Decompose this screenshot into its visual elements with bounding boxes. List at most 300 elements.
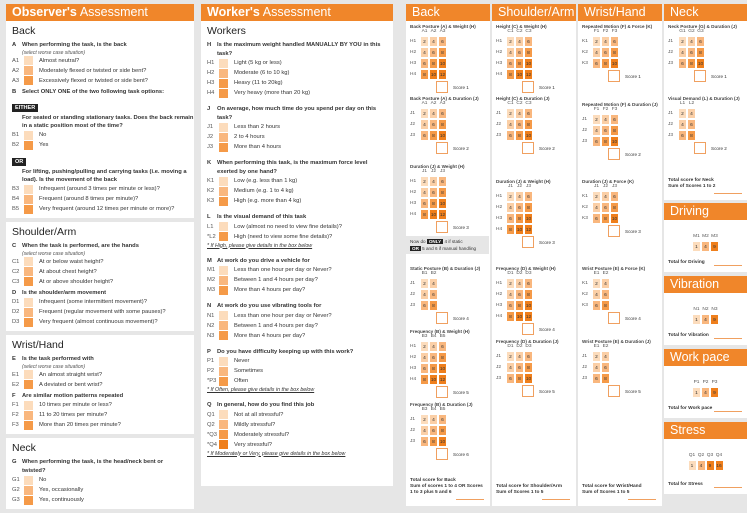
score-input-box[interactable]: [436, 312, 448, 324]
answer-option[interactable]: [6, 130, 194, 140]
matrix-cell[interactable]: 8: [515, 58, 524, 69]
option-checkbox[interactable]: [219, 331, 228, 340]
matrix-cell[interactable]: 8: [429, 300, 438, 311]
matrix-cell[interactable]: 4: [515, 191, 524, 202]
grid-cell[interactable]: 4: [701, 241, 710, 252]
matrix-cell[interactable]: 4: [515, 36, 524, 47]
matrix-cell[interactable]: 10: [429, 374, 438, 385]
matrix-cell[interactable]: 8: [601, 136, 610, 147]
matrix-cell[interactable]: 10: [515, 224, 524, 235]
answer-option[interactable]: [201, 440, 393, 450]
matrix-cell[interactable]: 6: [506, 373, 515, 384]
matrix-cell[interactable]: 6: [429, 47, 438, 58]
matrix-cell[interactable]: 8: [601, 213, 610, 224]
option-checkbox[interactable]: [219, 266, 228, 275]
option-checkbox[interactable]: [24, 257, 33, 266]
grid-cell[interactable]: 1: [692, 314, 701, 325]
matrix-cell[interactable]: 2: [592, 351, 601, 362]
matrix-cell[interactable]: 8: [420, 209, 429, 220]
option-checkbox[interactable]: [219, 276, 228, 285]
option-checkbox[interactable]: [24, 486, 33, 495]
option-checkbox[interactable]: [24, 318, 33, 327]
matrix-cell[interactable]: 2: [506, 351, 515, 362]
option-checkbox[interactable]: [219, 311, 228, 320]
option-checkbox[interactable]: [219, 177, 228, 186]
score-input-box[interactable]: [522, 323, 534, 335]
matrix-cell[interactable]: 4: [506, 119, 515, 130]
matrix-cell[interactable]: 6: [438, 36, 447, 47]
matrix-cell[interactable]: 2: [420, 108, 429, 119]
total-input-line[interactable]: [714, 484, 742, 488]
option-checkbox[interactable]: [24, 205, 33, 214]
answer-option[interactable]: [6, 257, 194, 267]
matrix-cell[interactable]: 12: [524, 311, 533, 322]
matrix-cell[interactable]: 6: [678, 130, 687, 141]
matrix-cell[interactable]: 6: [420, 58, 429, 69]
answer-option[interactable]: [201, 265, 393, 275]
matrix-cell[interactable]: 8: [515, 373, 524, 384]
grid-cell[interactable]: 4: [701, 387, 710, 398]
matrix-cell[interactable]: 10: [429, 209, 438, 220]
option-checkbox[interactable]: [219, 89, 228, 98]
matrix-cell[interactable]: 10: [524, 300, 533, 311]
matrix-cell[interactable]: 6: [429, 289, 438, 300]
answer-option[interactable]: [6, 267, 194, 277]
total-input-line[interactable]: [714, 335, 742, 339]
matrix-cell[interactable]: 2: [592, 114, 601, 125]
matrix-cell[interactable]: 12: [524, 224, 533, 235]
matrix-cell[interactable]: 12: [438, 69, 447, 80]
matrix-cell[interactable]: 6: [429, 187, 438, 198]
matrix-cell[interactable]: 6: [429, 352, 438, 363]
answer-option[interactable]: [6, 400, 194, 410]
matrix-cell[interactable]: 2: [420, 278, 429, 289]
answer-option[interactable]: [6, 370, 194, 380]
matrix-cell[interactable]: 8: [524, 362, 533, 373]
matrix-cell[interactable]: 8: [429, 363, 438, 374]
matrix-cell[interactable]: 8: [515, 300, 524, 311]
matrix-cell[interactable]: 6: [420, 300, 429, 311]
matrix-cell[interactable]: 10: [438, 198, 447, 209]
answer-option[interactable]: [6, 140, 194, 150]
grid-cell[interactable]: 9: [710, 241, 719, 252]
matrix-cell[interactable]: 6: [438, 108, 447, 119]
matrix-cell[interactable]: 4: [687, 108, 696, 119]
option-checkbox[interactable]: [219, 59, 228, 68]
matrix-cell[interactable]: 6: [438, 414, 447, 425]
matrix-cell[interactable]: 4: [420, 47, 429, 58]
matrix-cell[interactable]: 6: [420, 436, 429, 447]
matrix-cell[interactable]: 8: [524, 202, 533, 213]
matrix-cell[interactable]: 10: [524, 213, 533, 224]
option-checkbox[interactable]: [24, 76, 33, 85]
answer-option[interactable]: [201, 186, 393, 196]
matrix-cell[interactable]: 8: [524, 47, 533, 58]
option-checkbox[interactable]: [24, 421, 33, 430]
grid-cell[interactable]: 16: [715, 460, 724, 471]
option-checkbox[interactable]: [219, 410, 228, 419]
matrix-cell[interactable]: 8: [429, 436, 438, 447]
matrix-cell[interactable]: 6: [610, 36, 619, 47]
option-checkbox[interactable]: [219, 440, 228, 449]
matrix-cell[interactable]: 10: [438, 58, 447, 69]
total-input-line[interactable]: [542, 496, 570, 500]
matrix-cell[interactable]: 4: [678, 119, 687, 130]
matrix-cell[interactable]: 2: [420, 176, 429, 187]
answer-option[interactable]: [201, 78, 393, 88]
answer-option[interactable]: [201, 321, 393, 331]
matrix-cell[interactable]: 4: [429, 176, 438, 187]
matrix-cell[interactable]: 4: [687, 36, 696, 47]
grid-cell[interactable]: 1: [688, 460, 697, 471]
answer-option[interactable]: [6, 204, 194, 214]
answer-option[interactable]: [201, 58, 393, 68]
matrix-cell[interactable]: 2: [420, 414, 429, 425]
total-input-line[interactable]: [714, 262, 742, 266]
matrix-cell[interactable]: 8: [601, 58, 610, 69]
grid-cell[interactable]: 9: [710, 314, 719, 325]
answer-option[interactable]: [6, 56, 194, 66]
matrix-cell[interactable]: 6: [515, 362, 524, 373]
option-checkbox[interactable]: [219, 79, 228, 88]
option-checkbox[interactable]: [219, 367, 228, 376]
matrix-cell[interactable]: 10: [696, 58, 705, 69]
matrix-cell[interactable]: 8: [610, 202, 619, 213]
answer-option[interactable]: [201, 196, 393, 206]
matrix-cell[interactable]: 6: [515, 119, 524, 130]
matrix-cell[interactable]: 6: [506, 213, 515, 224]
matrix-cell[interactable]: 6: [524, 191, 533, 202]
score-input-box[interactable]: [436, 221, 448, 233]
matrix-cell[interactable]: 4: [429, 108, 438, 119]
matrix-cell[interactable]: 12: [524, 69, 533, 80]
matrix-cell[interactable]: 12: [438, 374, 447, 385]
matrix-cell[interactable]: 10: [610, 136, 619, 147]
answer-option[interactable]: [6, 277, 194, 287]
score-input-box[interactable]: [694, 142, 706, 154]
matrix-cell[interactable]: 6: [438, 176, 447, 187]
matrix-cell[interactable]: 6: [420, 130, 429, 141]
matrix-cell[interactable]: 6: [687, 47, 696, 58]
matrix-cell[interactable]: 6: [592, 136, 601, 147]
option-checkbox[interactable]: [219, 187, 228, 196]
matrix-cell[interactable]: 8: [438, 47, 447, 58]
answer-option[interactable]: [6, 194, 194, 204]
answer-option[interactable]: [201, 285, 393, 295]
option-checkbox[interactable]: [219, 197, 228, 206]
answer-option[interactable]: [201, 311, 393, 321]
option-checkbox[interactable]: [24, 141, 33, 150]
matrix-cell[interactable]: 4: [592, 362, 601, 373]
matrix-cell[interactable]: 6: [515, 289, 524, 300]
matrix-cell[interactable]: 2: [506, 278, 515, 289]
answer-option[interactable]: [6, 410, 194, 420]
answer-option[interactable]: [6, 184, 194, 194]
matrix-cell[interactable]: 8: [438, 119, 447, 130]
matrix-cell[interactable]: 4: [420, 352, 429, 363]
option-checkbox[interactable]: [219, 286, 228, 295]
total-input-line[interactable]: [714, 190, 742, 194]
matrix-cell[interactable]: 8: [687, 58, 696, 69]
answer-option[interactable]: [201, 176, 393, 186]
matrix-cell[interactable]: 8: [687, 130, 696, 141]
score-input-box[interactable]: [436, 81, 448, 93]
matrix-cell[interactable]: 6: [515, 202, 524, 213]
score-input-box[interactable]: [608, 148, 620, 160]
matrix-cell[interactable]: 6: [420, 363, 429, 374]
option-checkbox[interactable]: [24, 131, 33, 140]
answer-option[interactable]: [201, 410, 393, 420]
matrix-cell[interactable]: 2: [420, 341, 429, 352]
score-input-box[interactable]: [608, 312, 620, 324]
matrix-cell[interactable]: 4: [601, 114, 610, 125]
matrix-cell[interactable]: 6: [601, 362, 610, 373]
answer-option[interactable]: [6, 307, 194, 317]
score-input-box[interactable]: [522, 81, 534, 93]
matrix-cell[interactable]: 6: [506, 130, 515, 141]
matrix-cell[interactable]: 10: [438, 130, 447, 141]
matrix-cell[interactable]: 2: [592, 191, 601, 202]
matrix-cell[interactable]: 8: [524, 119, 533, 130]
matrix-cell[interactable]: 10: [438, 363, 447, 374]
matrix-cell[interactable]: 6: [524, 278, 533, 289]
matrix-cell[interactable]: 4: [429, 414, 438, 425]
matrix-cell[interactable]: 10: [524, 373, 533, 384]
answer-option[interactable]: [6, 317, 194, 327]
grid-cell[interactable]: 4: [701, 314, 710, 325]
score-input-box[interactable]: [694, 70, 706, 82]
answer-option[interactable]: [201, 232, 393, 242]
answer-option[interactable]: [201, 430, 393, 440]
score-input-box[interactable]: [608, 385, 620, 397]
option-checkbox[interactable]: [24, 370, 33, 379]
matrix-cell[interactable]: 4: [515, 108, 524, 119]
matrix-cell[interactable]: 10: [515, 311, 524, 322]
answer-option[interactable]: [6, 420, 194, 430]
option-checkbox[interactable]: [219, 69, 228, 78]
matrix-cell[interactable]: 4: [420, 289, 429, 300]
matrix-cell[interactable]: 2: [420, 36, 429, 47]
matrix-cell[interactable]: 6: [592, 58, 601, 69]
matrix-cell[interactable]: 6: [687, 119, 696, 130]
option-checkbox[interactable]: [24, 411, 33, 420]
matrix-cell[interactable]: 4: [601, 191, 610, 202]
matrix-cell[interactable]: 8: [420, 374, 429, 385]
score-input-box[interactable]: [522, 385, 534, 397]
matrix-cell[interactable]: 2: [506, 191, 515, 202]
option-checkbox[interactable]: [219, 143, 228, 152]
score-input-box[interactable]: [436, 386, 448, 398]
matrix-cell[interactable]: 2: [506, 108, 515, 119]
answer-option[interactable]: [201, 331, 393, 341]
matrix-cell[interactable]: 4: [506, 47, 515, 58]
matrix-cell[interactable]: 6: [429, 119, 438, 130]
matrix-cell[interactable]: 8: [438, 425, 447, 436]
matrix-cell[interactable]: 10: [438, 436, 447, 447]
grid-cell[interactable]: 4: [697, 460, 706, 471]
answer-option[interactable]: [201, 88, 393, 98]
score-input-box[interactable]: [436, 142, 448, 154]
matrix-cell[interactable]: 8: [601, 300, 610, 311]
option-checkbox[interactable]: [24, 496, 33, 505]
matrix-cell[interactable]: 8: [429, 58, 438, 69]
answer-option[interactable]: [201, 142, 393, 152]
matrix-cell[interactable]: 10: [524, 130, 533, 141]
matrix-cell[interactable]: 6: [506, 300, 515, 311]
matrix-cell[interactable]: 4: [429, 36, 438, 47]
matrix-cell[interactable]: 10: [610, 213, 619, 224]
matrix-cell[interactable]: 4: [506, 289, 515, 300]
matrix-cell[interactable]: 6: [601, 47, 610, 58]
option-checkbox[interactable]: [219, 420, 228, 429]
option-checkbox[interactable]: [219, 123, 228, 132]
option-checkbox[interactable]: [24, 267, 33, 276]
matrix-cell[interactable]: 6: [592, 373, 601, 384]
matrix-cell[interactable]: 8: [601, 373, 610, 384]
matrix-cell[interactable]: 4: [420, 119, 429, 130]
answer-option[interactable]: [201, 122, 393, 132]
matrix-cell[interactable]: 6: [601, 202, 610, 213]
matrix-cell[interactable]: 4: [506, 202, 515, 213]
grid-cell[interactable]: 9: [710, 387, 719, 398]
option-checkbox[interactable]: [219, 222, 228, 231]
matrix-cell[interactable]: 4: [601, 36, 610, 47]
option-checkbox[interactable]: [24, 185, 33, 194]
matrix-cell[interactable]: 4: [515, 278, 524, 289]
matrix-cell[interactable]: 8: [696, 47, 705, 58]
matrix-cell[interactable]: 2: [678, 36, 687, 47]
matrix-cell[interactable]: 4: [601, 351, 610, 362]
option-checkbox[interactable]: [219, 377, 228, 386]
option-checkbox[interactable]: [24, 298, 33, 307]
matrix-cell[interactable]: 4: [678, 47, 687, 58]
matrix-cell[interactable]: 4: [429, 278, 438, 289]
answer-option[interactable]: [201, 275, 393, 285]
option-checkbox[interactable]: [24, 66, 33, 75]
score-input-box[interactable]: [436, 448, 448, 460]
matrix-cell[interactable]: 4: [506, 362, 515, 373]
grid-cell[interactable]: 9: [706, 460, 715, 471]
option-checkbox[interactable]: [24, 308, 33, 317]
matrix-cell[interactable]: 10: [429, 69, 438, 80]
matrix-cell[interactable]: 4: [592, 202, 601, 213]
matrix-cell[interactable]: 10: [515, 69, 524, 80]
matrix-cell[interactable]: 2: [592, 278, 601, 289]
matrix-cell[interactable]: 4: [601, 278, 610, 289]
matrix-cell[interactable]: 2: [506, 36, 515, 47]
total-input-line[interactable]: [714, 408, 742, 412]
answer-option[interactable]: [201, 356, 393, 366]
option-checkbox[interactable]: [219, 133, 228, 142]
matrix-cell[interactable]: 8: [438, 187, 447, 198]
matrix-cell[interactable]: 10: [524, 58, 533, 69]
matrix-cell[interactable]: 4: [592, 47, 601, 58]
answer-option[interactable]: [6, 297, 194, 307]
grid-cell[interactable]: 1: [692, 241, 701, 252]
grid-cell[interactable]: 1: [692, 387, 701, 398]
matrix-cell[interactable]: 4: [515, 351, 524, 362]
matrix-cell[interactable]: 6: [592, 300, 601, 311]
answer-option[interactable]: [6, 485, 194, 495]
matrix-cell[interactable]: 4: [429, 341, 438, 352]
answer-option[interactable]: [201, 366, 393, 376]
matrix-cell[interactable]: 8: [438, 352, 447, 363]
answer-option[interactable]: [201, 132, 393, 142]
answer-option[interactable]: [6, 76, 194, 86]
matrix-cell[interactable]: 12: [438, 209, 447, 220]
answer-option[interactable]: [201, 222, 393, 232]
matrix-cell[interactable]: 6: [420, 198, 429, 209]
score-input-box[interactable]: [522, 236, 534, 248]
matrix-cell[interactable]: 10: [610, 58, 619, 69]
option-checkbox[interactable]: [219, 232, 228, 241]
matrix-cell[interactable]: 6: [696, 36, 705, 47]
answer-option[interactable]: [6, 495, 194, 505]
option-checkbox[interactable]: [24, 195, 33, 204]
total-input-line[interactable]: [628, 496, 656, 500]
matrix-cell[interactable]: 4: [592, 125, 601, 136]
matrix-cell[interactable]: 6: [592, 213, 601, 224]
option-checkbox[interactable]: [24, 476, 33, 485]
matrix-cell[interactable]: 6: [429, 425, 438, 436]
score-input-box[interactable]: [608, 70, 620, 82]
matrix-cell[interactable]: 6: [524, 108, 533, 119]
matrix-cell[interactable]: 8: [610, 47, 619, 58]
matrix-cell[interactable]: 6: [506, 58, 515, 69]
answer-option[interactable]: [201, 420, 393, 430]
matrix-cell[interactable]: 6: [610, 191, 619, 202]
matrix-cell[interactable]: 8: [506, 69, 515, 80]
total-input-line[interactable]: [456, 496, 484, 500]
score-input-box[interactable]: [608, 225, 620, 237]
option-checkbox[interactable]: [219, 321, 228, 330]
matrix-cell[interactable]: 8: [524, 289, 533, 300]
matrix-cell[interactable]: 6: [438, 341, 447, 352]
matrix-cell[interactable]: 6: [524, 351, 533, 362]
answer-option[interactable]: [6, 475, 194, 485]
matrix-cell[interactable]: 8: [429, 198, 438, 209]
option-checkbox[interactable]: [24, 380, 33, 389]
score-input-box[interactable]: [522, 142, 534, 154]
matrix-cell[interactable]: 2: [678, 108, 687, 119]
matrix-cell[interactable]: 4: [420, 187, 429, 198]
answer-option[interactable]: [201, 376, 393, 386]
matrix-cell[interactable]: 8: [506, 311, 515, 322]
option-checkbox[interactable]: [219, 430, 228, 439]
matrix-cell[interactable]: 8: [420, 69, 429, 80]
matrix-cell[interactable]: 6: [610, 114, 619, 125]
option-checkbox[interactable]: [24, 401, 33, 410]
matrix-cell[interactable]: 6: [601, 125, 610, 136]
matrix-cell[interactable]: 8: [610, 125, 619, 136]
matrix-cell[interactable]: 6: [515, 47, 524, 58]
option-checkbox[interactable]: [219, 357, 228, 366]
answer-option[interactable]: [201, 68, 393, 78]
answer-option[interactable]: [6, 66, 194, 76]
matrix-cell[interactable]: 4: [420, 425, 429, 436]
answer-option[interactable]: [6, 380, 194, 390]
option-checkbox[interactable]: [24, 277, 33, 286]
matrix-cell[interactable]: 8: [429, 130, 438, 141]
matrix-cell[interactable]: 6: [524, 36, 533, 47]
matrix-cell[interactable]: 2: [592, 36, 601, 47]
option-checkbox[interactable]: [24, 56, 33, 65]
matrix-cell[interactable]: 8: [506, 224, 515, 235]
matrix-cell[interactable]: 8: [515, 213, 524, 224]
matrix-cell[interactable]: 6: [601, 289, 610, 300]
matrix-cell[interactable]: 4: [592, 289, 601, 300]
matrix-cell[interactable]: 8: [515, 130, 524, 141]
